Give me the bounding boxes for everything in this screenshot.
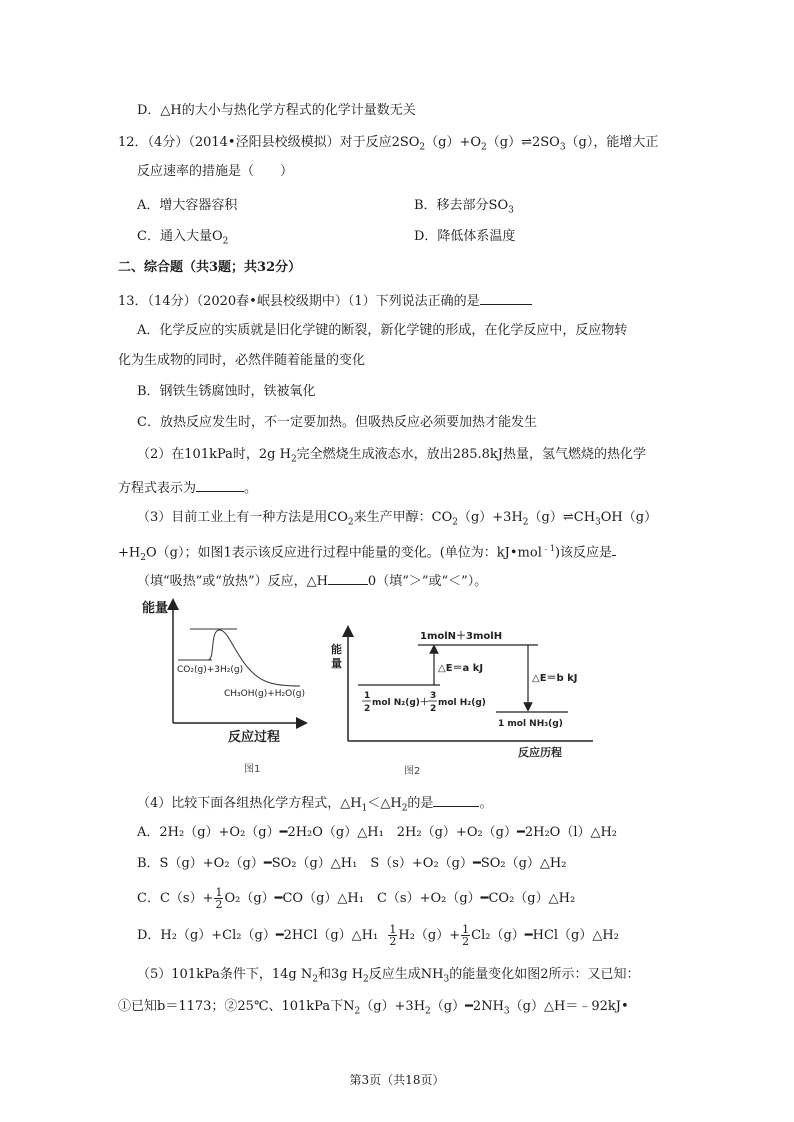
q13-part-3-cont2 (137, 570, 487, 591)
q12-option-a (137, 197, 237, 215)
text-seg: 。 (479, 796, 493, 811)
fig2-frac1-den: 2 (364, 704, 371, 714)
fraction (461, 924, 470, 947)
text-seg: 13．（14分）（2020春•岷县校级期中）（1）下列说法正确的是 (118, 294, 480, 309)
fig2-top-label: 1molN＋3molH (420, 631, 503, 642)
text-seg: A．增大容器容积 (137, 198, 238, 213)
answer-blank[interactable] (433, 792, 479, 807)
fraction (388, 924, 397, 947)
q13-part-2-cont (118, 477, 257, 498)
answer-blank[interactable] (196, 477, 244, 492)
question-12-stem: 12．（4分）（2014•泾阳县校级模拟）对于反应$2SO_2(g)+O_2(g)\rightleftharpoons 2SO_3(g)$，能增大正 (118, 135, 659, 153)
text-seg: 0（填“＞”或“＜”）。 (367, 574, 488, 589)
text-seg: （g）⇌2SO (486, 135, 560, 150)
text-seg: （g）+O (425, 135, 482, 150)
q13-part-4: （4）比较下面各组热化学方程式，$\triangle H_1<\triangle H_2$的是 。 (137, 792, 492, 818)
text-seg: A．化学反应的实质就是旧化学键的断裂，新化学键的形成，在化学反应中，反应物转 (137, 323, 628, 338)
q13-4-option-a (137, 824, 617, 842)
text-seg: )该反应是 (554, 545, 613, 561)
q13-part-3: （3）目前工业上有一种方法是用$CO_2$来生产甲醇：$CO_2(g)+3H_2(g)\rightleftharpoons CH_3OH(g)$ (137, 510, 658, 528)
text-seg: （g）━2NH (430, 999, 504, 1014)
text-seg: 方程式表示为 (118, 481, 197, 496)
fig1-reactant-label: CO₂(g)+3H₂(g) (177, 665, 244, 675)
text-seg: +H (118, 545, 141, 561)
fig2-eb-label: △E＝b kJ (532, 673, 578, 684)
fig1-energy-curve (180, 630, 300, 686)
text-seg: 来生产甲醇：CO (353, 510, 453, 525)
page-footer: 第3页（共18页） (349, 1073, 445, 1087)
frac-den: 2 (389, 935, 397, 948)
text-seg: H₂（g）+ (398, 928, 461, 943)
text-seg: OH（g） (600, 510, 658, 525)
text-seg: 二、综合题（共3题；共32分） (118, 260, 302, 275)
fig1-y-label: 能量 (142, 601, 169, 616)
fig2-frac1-num: 1 (364, 691, 371, 701)
text-seg: 的能量变化如图2所示：又已知： (449, 967, 640, 982)
text-seg: ﹣1 (541, 544, 555, 553)
text-seg: 化为生成物的同时，必然伴随着能量的变化 (118, 353, 366, 368)
section-heading (118, 259, 301, 277)
text-seg: D．降低体系温度 (414, 229, 516, 244)
fig2-y-label-2: 量 (331, 657, 342, 670)
q13-option-a (137, 322, 627, 340)
text-seg: ①已知b＝1173；②25℃、101kPa下N (118, 999, 355, 1014)
fig2-reactant-part1: mol N₂(g)＋ (372, 698, 429, 708)
fig2-frac2-den: 2 (430, 704, 437, 714)
figure-1 (140, 598, 310, 778)
text-seg: B．移去部分SO (414, 198, 509, 213)
frac-num: 1 (215, 886, 223, 899)
text-seg: （填“吸热”或“放热”）反应，△H (137, 574, 328, 589)
text-seg: O₂（g）━CO（g）△H₁ C（s）+O₂（g）━CO₂（g）△H₂ (224, 891, 576, 906)
text-seg: C．放热反应发生时，不一定要加热。但吸热反应必须要加热才能发生 (137, 415, 537, 430)
fig2-frac2-num: 3 (430, 691, 437, 701)
q13-4-option-d (137, 921, 619, 951)
q13-4-option-b (137, 855, 566, 873)
q12-option-d (414, 228, 515, 246)
frac-den: 2 (215, 898, 223, 911)
answer-blank[interactable] (612, 541, 616, 556)
q13-option-c (137, 414, 537, 432)
text-seg: ＜△H (367, 796, 402, 811)
question-12-stem-2 (137, 163, 293, 181)
figure-2 (328, 625, 598, 780)
fig2-x-label: 反应历程 (518, 746, 562, 759)
text-seg: 12．（4分）（2014•泾阳县校级模拟）对于反应2SO (118, 135, 420, 150)
answer-blank[interactable] (328, 570, 368, 585)
fig2-reactant-part2: mol H₂(g) (438, 698, 486, 708)
q12-option-b: B．移去部分$SO_3$ (414, 198, 514, 216)
q12-option-c: C．通入大量$O_2$ (137, 229, 229, 247)
text-seg: A．2H₂（g）+O₂（g）━2H₂O（g）△H₁ 2H₂（g）+O₂（g）━2H₂O（l）△H₂ (137, 825, 618, 840)
text-seg: （2）在101kPa时，2g H (137, 447, 291, 462)
text-seg: （g）⇌CH (528, 510, 596, 525)
frac-num: 1 (462, 923, 470, 936)
frac-num: 1 (389, 923, 397, 936)
fig1-caption: 图1 (244, 764, 261, 775)
text-seg: （g）+3H (360, 999, 426, 1014)
text-seg: （5）101kPa条件下，14g N (137, 967, 313, 982)
text-seg: （4）比较下面各组热化学方程式，△H (137, 796, 362, 811)
text-seg: 和3g H (317, 967, 364, 982)
text-seg: （g）△H＝﹣92kJ• (509, 999, 629, 1014)
q13-option-b (137, 383, 316, 401)
fig2-ea-label: △E＝a kJ (438, 663, 484, 674)
q13-part-5: （5）101kPa条件下，14g $N_2$和3g $H_2$反应生成$NH_3$的能量变化如图2所示：又已知： (137, 967, 640, 985)
option-text: D．△H的大小与热化学方程式的化学计量数无关 (137, 103, 416, 118)
text-seg: 反应速率的措施是（ ） (137, 164, 294, 179)
fig1-x-label: 反应过程 (228, 730, 281, 745)
fig2-product-label: 1 mol NH₃(g) (498, 719, 563, 729)
q13-part-2: （2）在101kPa时，2g $H_2$完全燃烧生成液态水，放出285.8kJ热量，氢气燃烧的热化学 (137, 447, 646, 465)
text-seg: 。 (244, 481, 258, 496)
answer-blank[interactable] (480, 290, 532, 305)
text-seg: B．钢铁生锈腐蚀时，铁被氧化 (137, 384, 316, 399)
q13-option-a-cont (118, 352, 365, 370)
frac-den: 2 (462, 935, 470, 948)
text-seg: （3）目前工业上有一种方法是用CO (137, 510, 348, 525)
fig2-y-label-1: 能 (331, 643, 342, 656)
text-seg: 完全燃烧生成液态水，放出285.8kJ热量，氢气燃烧的热化学 (296, 447, 646, 462)
text-seg: （g），能增大正 (565, 135, 659, 150)
text-seg: C．通入大量O (137, 229, 223, 244)
text-seg: D．H₂（g）+Cl₂（g）━2HCl（g）△H₁ (137, 928, 379, 943)
q13-4-option-c (137, 884, 575, 914)
fig2-caption: 图2 (404, 766, 421, 777)
fig1-product-label: CH₃OH(g)+H₂O(g) (224, 689, 305, 699)
text-seg: B．S（g）+O₂（g）━SO₂（g）△H₁ S（s）+O₂（g）━SO₂（g）△H₂ (137, 856, 567, 871)
text-seg: （g）+3H (457, 510, 523, 525)
text-seg: Cl₂（g）━HCl（g）△H₂ (471, 928, 619, 943)
q13-part-3-cont: $+H_2O(g)$；如图1表示该反应进行过程中能量的变化。(单位为：kJ•mol$^{﹣1}$)该反应是 (118, 540, 616, 567)
text-seg: O（g）；如图1表示该反应进行过程中能量的变化。(单位为：kJ•mol (145, 545, 542, 561)
text-seg: C．C（s）+ (137, 891, 214, 906)
q13-part-5-cont: ①已知b＝1173；②25℃、101kPa下$N_2(g)+3H_2(g)━2NH_3(g)\triangle H=﹣92kJ•$ (118, 999, 629, 1017)
question-13-stem (118, 290, 532, 311)
fraction (214, 887, 223, 910)
option-d-prev (137, 102, 416, 120)
text-seg: 反应生成NH (368, 967, 444, 982)
text-seg: 的是 (407, 796, 434, 811)
